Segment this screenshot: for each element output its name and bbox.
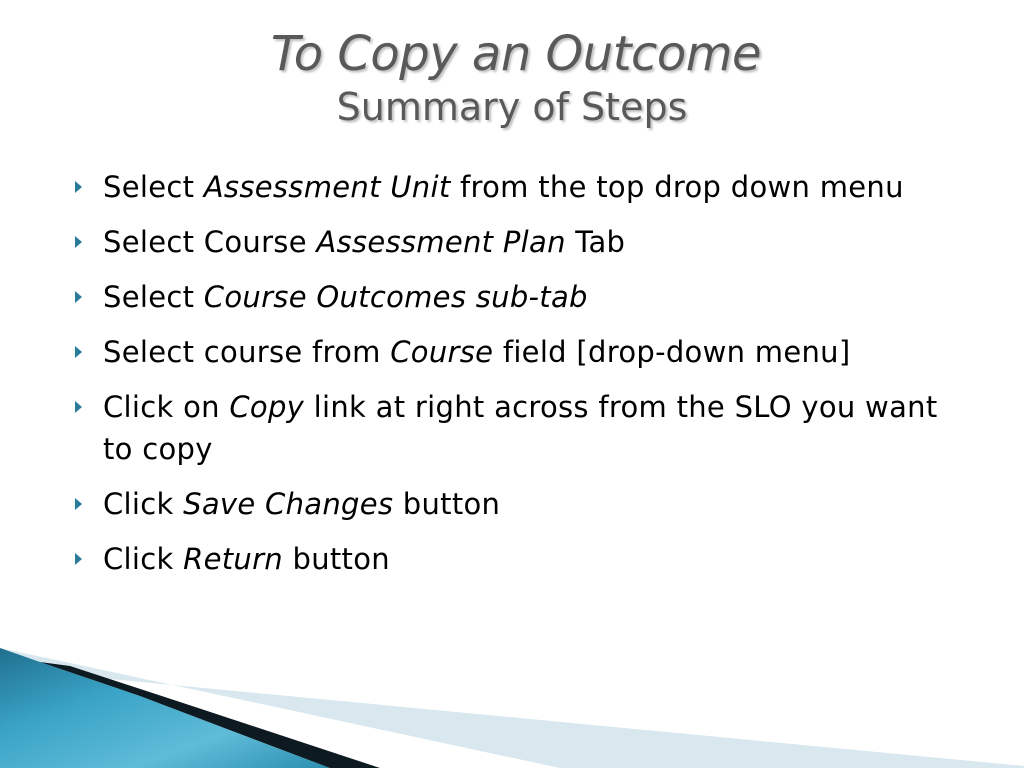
step-item bbox=[70, 276, 970, 318]
step-text: Click bbox=[103, 487, 184, 521]
bullet-arrow-icon bbox=[75, 346, 82, 358]
step-text: Click on bbox=[103, 390, 230, 424]
step-text: link at right across from the SLO you want to copy bbox=[103, 390, 938, 466]
step-item bbox=[70, 166, 970, 208]
slide-title: To Copy an Outcome bbox=[270, 26, 762, 82]
steps-list bbox=[70, 166, 970, 593]
step-text: button bbox=[393, 487, 501, 521]
bullet-arrow-icon bbox=[75, 236, 82, 248]
step-text: Select bbox=[103, 280, 204, 314]
slide-subtitle: Summary of Steps bbox=[336, 85, 688, 129]
step-item bbox=[70, 386, 970, 470]
bullet-arrow-icon bbox=[75, 291, 82, 303]
step-text: field [drop-down menu] bbox=[493, 335, 851, 369]
step-text: Course bbox=[203, 225, 317, 259]
step-text-emphasis: Assessment Unit bbox=[203, 170, 451, 204]
step-item bbox=[70, 331, 970, 373]
bullet-arrow-icon bbox=[75, 553, 82, 565]
step-text: Select bbox=[103, 170, 204, 204]
step-text-emphasis: Return bbox=[183, 542, 283, 576]
step-text: Click bbox=[103, 542, 184, 576]
step-text: Select course from bbox=[103, 335, 391, 369]
step-text-emphasis: Assessment Plan bbox=[316, 225, 566, 259]
step-text: button bbox=[282, 542, 390, 576]
step-text-emphasis: Course Outcomes sub-tab bbox=[203, 280, 588, 314]
step-text-emphasis: Course bbox=[390, 335, 494, 369]
step-text: Tab bbox=[565, 225, 626, 259]
step-item bbox=[70, 221, 970, 263]
step-item bbox=[70, 483, 970, 525]
slide-title-block bbox=[0, 26, 1024, 129]
step-text: Select bbox=[103, 225, 204, 259]
bullet-arrow-icon bbox=[75, 401, 82, 413]
step-text-emphasis: Copy bbox=[229, 390, 305, 424]
slide-corner-decoration bbox=[0, 640, 1024, 768]
step-text-emphasis: Save Changes bbox=[183, 487, 394, 521]
bullet-arrow-icon bbox=[75, 498, 82, 510]
bullet-arrow-icon bbox=[75, 181, 82, 193]
step-item bbox=[70, 538, 970, 580]
step-text: from the top drop down menu bbox=[450, 170, 904, 204]
